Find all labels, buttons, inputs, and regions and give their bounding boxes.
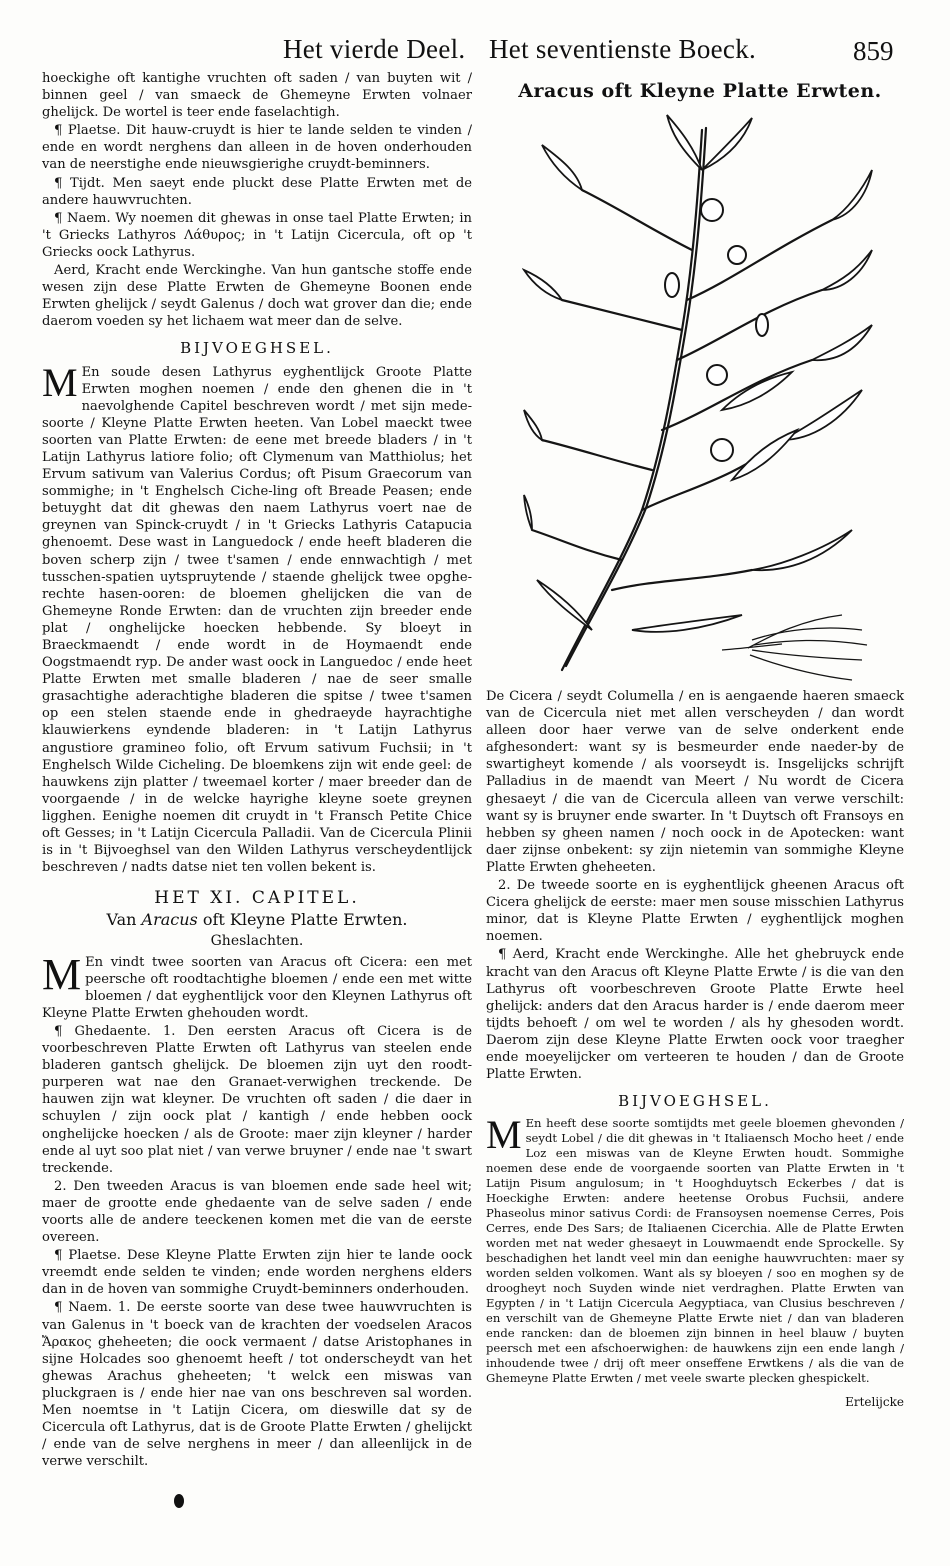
right-column: [486, 688, 904, 1411]
left-paragraph: Aerd, Kracht ende Werckinghe. Van hun gantsche stoffe ende wesen zijn dese Platte Erwten de Ghemeyne Boonen ende Erwten ghelijck / seydt Galenus / doch wat grover dan die; ende daerom voeden sy het lichaem wat meer dan de selve.: [42, 263, 472, 330]
right-paragraph: 2. De tweede soorte en is eyghentlijck gheenen Aracus oft Cicera ghelijck de eerste: maer men souse misschien Lathyrus minor, dat is Kleyne Platte Erwten / eyghentlijck moghen noemen.: [486, 878, 904, 945]
left-paragraph: 2. Den tweeden Aracus is van bloemen ende sade heel wit; maer de grootte ende ghedaente van de selve saden / ende voorts alle de andere teeckenen komen met die van de eerste overeen.: [42, 1178, 472, 1246]
chapter-subtitle-pre: Van: [106, 910, 142, 930]
supplement-heading-left: BIJVOEGHSEL.: [180, 339, 334, 358]
left-paragraph: ¶ Naem. Wy noemen dit ghewas in onse tael Platte Erwten; in 't Griecks Lathyros Λάθυρος; in 't Latijn Cicercula, oft op 't Griecks oock Lathyrus.: [42, 210, 472, 260]
chapter-subtitle: [42, 911, 472, 928]
section-heading-gheslachten: Gheslachten.: [210, 932, 304, 949]
supplement-text-right: En heeft dese soorte somtijdts met geele bloemen ghevonden / seydt Lobel / die dit ghewas in 't Italiaensch Mocho heet / ende Loz een miswas van de Kleyne Erwten houdt. Sommighe noemen dese ende de voorgaende soorten van Platte Erwten in 't Latijn Pisum angulosum; in 't Hooghduytsch Eckerbes / dat is Hoeckighe Erwten: andere heetense Orobus Fuchsii, andere Phaseolus minor sativus Cordi: de Fransoysen noemense Cerres, Pois Cerres, ende Des Sars; de Italiaenen Cicerchia. Alle de Platte Erwten worden met nat weder ghesaeyt in Louwmaendt ende Sprockelle. Sy beschadighen het landt veel min dan eenighe hauwvruchten: maer sy worden selden volkomen. Want als sy bloeyen / soo en moghen sy de droogheyt noch Suyden winde niet verdraghen. Platte Erwten van Egypten / in 't Latijn Cicercula Aegyptiaca, van Clusius beschreven / en verschilt van de Ghemeyne Platte Erwte niet / dan van bladeren ende rancken: dan de bloemen zijn binnen in heel blauw / buyten peersch met een afschoerwighen: de hauwkens zijn een ende langh / inhoudende twee / drij oft meer onseffene Erwtkens / als die van de Ghemeyne Platte Erwten / met veele swarte plecken ghespickelt.: [486, 1116, 904, 1386]
ink-speck: [172, 1492, 186, 1510]
right-paragraph: De Cicera / seydt Columella / en is aengaende haeren smaeck van de Cicercula niet met allen verscheyden / dan wordt alleen door haer verwe van de selve onderkent ende afghesondert: want sy is besmeurder ende naeder-by de swartigheyt komende / als voorseydt is. Insgelijcks schrijft Palladius in de maendt van Meert / Nu wordt de Cicera ghesaeyt / die van de Cicercula alleen van verwe verschilt: want sy is bruyner ende swarter. In 't Duytsch oft Fransoys en hebben sy gheen namen / noch oock in de Apotecken: want daer zijnse onbekent: sy zijn nietemin van sommighe Kleyne Platte Erwten gheheeten.: [486, 689, 904, 875]
chapter-subtitle-post: oft Kleyne Platte Erwten.: [197, 910, 408, 930]
supplement-heading-right: BIJVOEGHSEL.: [618, 1092, 772, 1111]
drop-cap: M: [486, 1112, 522, 1158]
running-head-left: Het vierde Deel.: [283, 34, 466, 64]
running-head: [0, 34, 950, 70]
supplement-text-left: En soude desen Lathyrus eyghentlijck Groote Platte Erwten moghen noemen / ende den ghenen die in 't naevolghende Capitel beschreven wordt / met sijn mede-soorte / Kleyne Platte Erwten heeten. Van Lobel maeckt twee soorten van Platte Erwten: de eene met breede bladers / in 't Latijn Lathyrus latiore folio; oft Clymenum van Matthiolus; het Ervum sativum van Valerius Cordus; oft Pisum Graecorum van sommighe; in 't Enghelsch Ciche-ling oft Breade Peasen; ende betuyght dat dit ghewas den naem Lathyrus voert nae de greynen van Spinck-cruydt / in 't Griecks Lathyris Catapucia ghenoemt. Dese wast in Languedock / ende heeft bladeren die boven scherp zijn / twee t'samen / ende ennwachtigh / met tusschen-spatien uytspruytende / staende ghelijck twee opghe-rechte hasen-ooren: de bloemen ghelijcken die van de Ghemeyne Ronde Erwten: dan de vruchten zijn breeder ende plat / onghelijcke hoecken hebbende. Sy bloeyt in Braeckmaendt / ende wordt in de Hoymaendt ende Oogstmaendt ryp. De ander wast oock in Languedoc / ende heet Platte Erwten met smalle bladeren / nae de seer smalle grasachtighe aderachtighe bladeren die spitse / twee t'samen op een stelen staende ende in ghedraeyde hayrachtighe klauwierkens eyndende bladeren: in 't Latijn Lathyrus angustiore gramineo folio, oft Ervum sativum Fuchsii; in 't Enghelsch Wilde Cicheling. De bloemkens zijn wit ende geel: de hauwkens zijn platter / tweemael korter / maer breeder dan de voorgaende / in de welcke hayrighe kleyne soete greynen ligghen. Eenighe noemen dit cruydt in 't Fransch Petite Chice oft Gesses; in 't Latijn Cicercula Palladii. Van de Cicercula Plinii is in 't Bijvoeghsel van den Wilden Lathyrus verscheydentlijck beschreven / nadts datse niet ten vollen bekent is.: [42, 364, 472, 876]
left-paragraph: ¶ Plaetse. Dit hauw-cruydt is hier te lande selden te vinden / ende en wordt nerghens dan alleen in de hoven onderhouden van de neerstighe ende nieuwsgierighe cruydt-beminners.: [42, 123, 472, 173]
page-number: 859: [853, 36, 894, 66]
running-head-right: Het seventienste Boeck.: [489, 34, 757, 64]
drop-cap: M: [42, 359, 78, 405]
catchword: Ertelijcke: [845, 1395, 904, 1410]
right-paragraph: ¶ Aerd, Kracht ende Werckinghe. Alle het ghebruyck ende kracht van den Aracus oft Kleyne Platte Erwte / is die van den Lathyrus oft voorbeschreven Groote Platte Erwte heel ghelijck: anders dat den Aracus harder is / ende daerom meer tijdts behoeft / om wel te worden / als hy ghesoden wordt. Daerom zijn dese Kleyne Platte Erwten oock voor traegher ende moeyelijcker om verteeren te houden / dan de Groote Platte Erwten.: [486, 947, 904, 1083]
chapter-heading: HET XI. CAPITEL.: [154, 888, 360, 909]
left-column: [42, 70, 472, 1471]
gheslachten-text: En vindt twee soorten van Aracus oft Cicera: een met peersche oft roodtachtighe bloemen / ende een met witte bloemen / dat eyghentlijck voor den Kleynen Lathyrus oft Kleyne Platte Erwten ghehouden wordt.: [42, 954, 472, 1021]
figure-caption: Aracus oft Kleyne Platte Erwten.: [518, 80, 882, 102]
gheslachten-paragraph: [42, 949, 472, 1022]
drop-cap: M: [42, 949, 82, 999]
left-paragraph: hoeckighe oft kantighe vruchten oft saden / van buyten wit / binnen geel / van smaeck de Ghemeyne Erwten volnaer ghelijck. De wortel is teer ende faselachtigh.: [42, 71, 472, 121]
left-paragraph: ¶ Tijdt. Men saeyt ende pluckt dese Platte Erwten met de andere hauwvruchten.: [42, 175, 472, 208]
supplement-paragraph-right: [486, 1112, 904, 1386]
left-paragraph: ¶ Naem. 1. De eerste soorte van dese twee hauwvruchten is van Galenus in 't boeck van de krachten der voedselen Aracos Ἄρακος gheheeten; die oock vermaent / datse Aristophanes in sijne Holcades soo ghenoemt heeft / tot onderscheydt van het ghewas Arachus gheheeten; 't welck een miswas van pluckgraen is / ende hier nae van ons beschreven sal worden. Men noemtse in 't Latijn Cicera, om dieswille dat sy de Cicercula oft Lathyrus, dat is de Groote Platte Erwten / ghelijckt / ende van de selve nerghens in meer / dan alleenlijck in de verwe verschilt.: [42, 1300, 472, 1470]
left-paragraph: ¶ Ghedaente. 1. Den eersten Aracus oft Cicera is de voorbeschreven Platte Erwten oft Lathyrus van steelen ende bladeren gantsch ghelijck. De bloemen zijn uyt den roodt-purperen wat nae den Granaet-verwighen treckende. De hauwen zijn wat kleyner. De vruchten oft saden / die daer in schuylen / zijn oock plat / kantigh / ende hebben oock onghelijcke hoecken / als de Groote: maer zijn kleyner / harder ende al uyt soo plat niet / van verwe bruyner / ende nae 't swart treckende.: [42, 1023, 472, 1176]
left-paragraph: ¶ Plaetse. Dese Kleyne Platte Erwten zijn hier te lande oock vreemdt ende selden te vinden; ende worden nerghens elders dan in de hoven van sommighe Cruydt-beminners onderhouden.: [42, 1248, 472, 1298]
chapter-subtitle-italic: Aracus: [141, 910, 198, 930]
plant-woodcut-illustration: [522, 110, 882, 685]
supplement-paragraph-left: [42, 359, 472, 877]
